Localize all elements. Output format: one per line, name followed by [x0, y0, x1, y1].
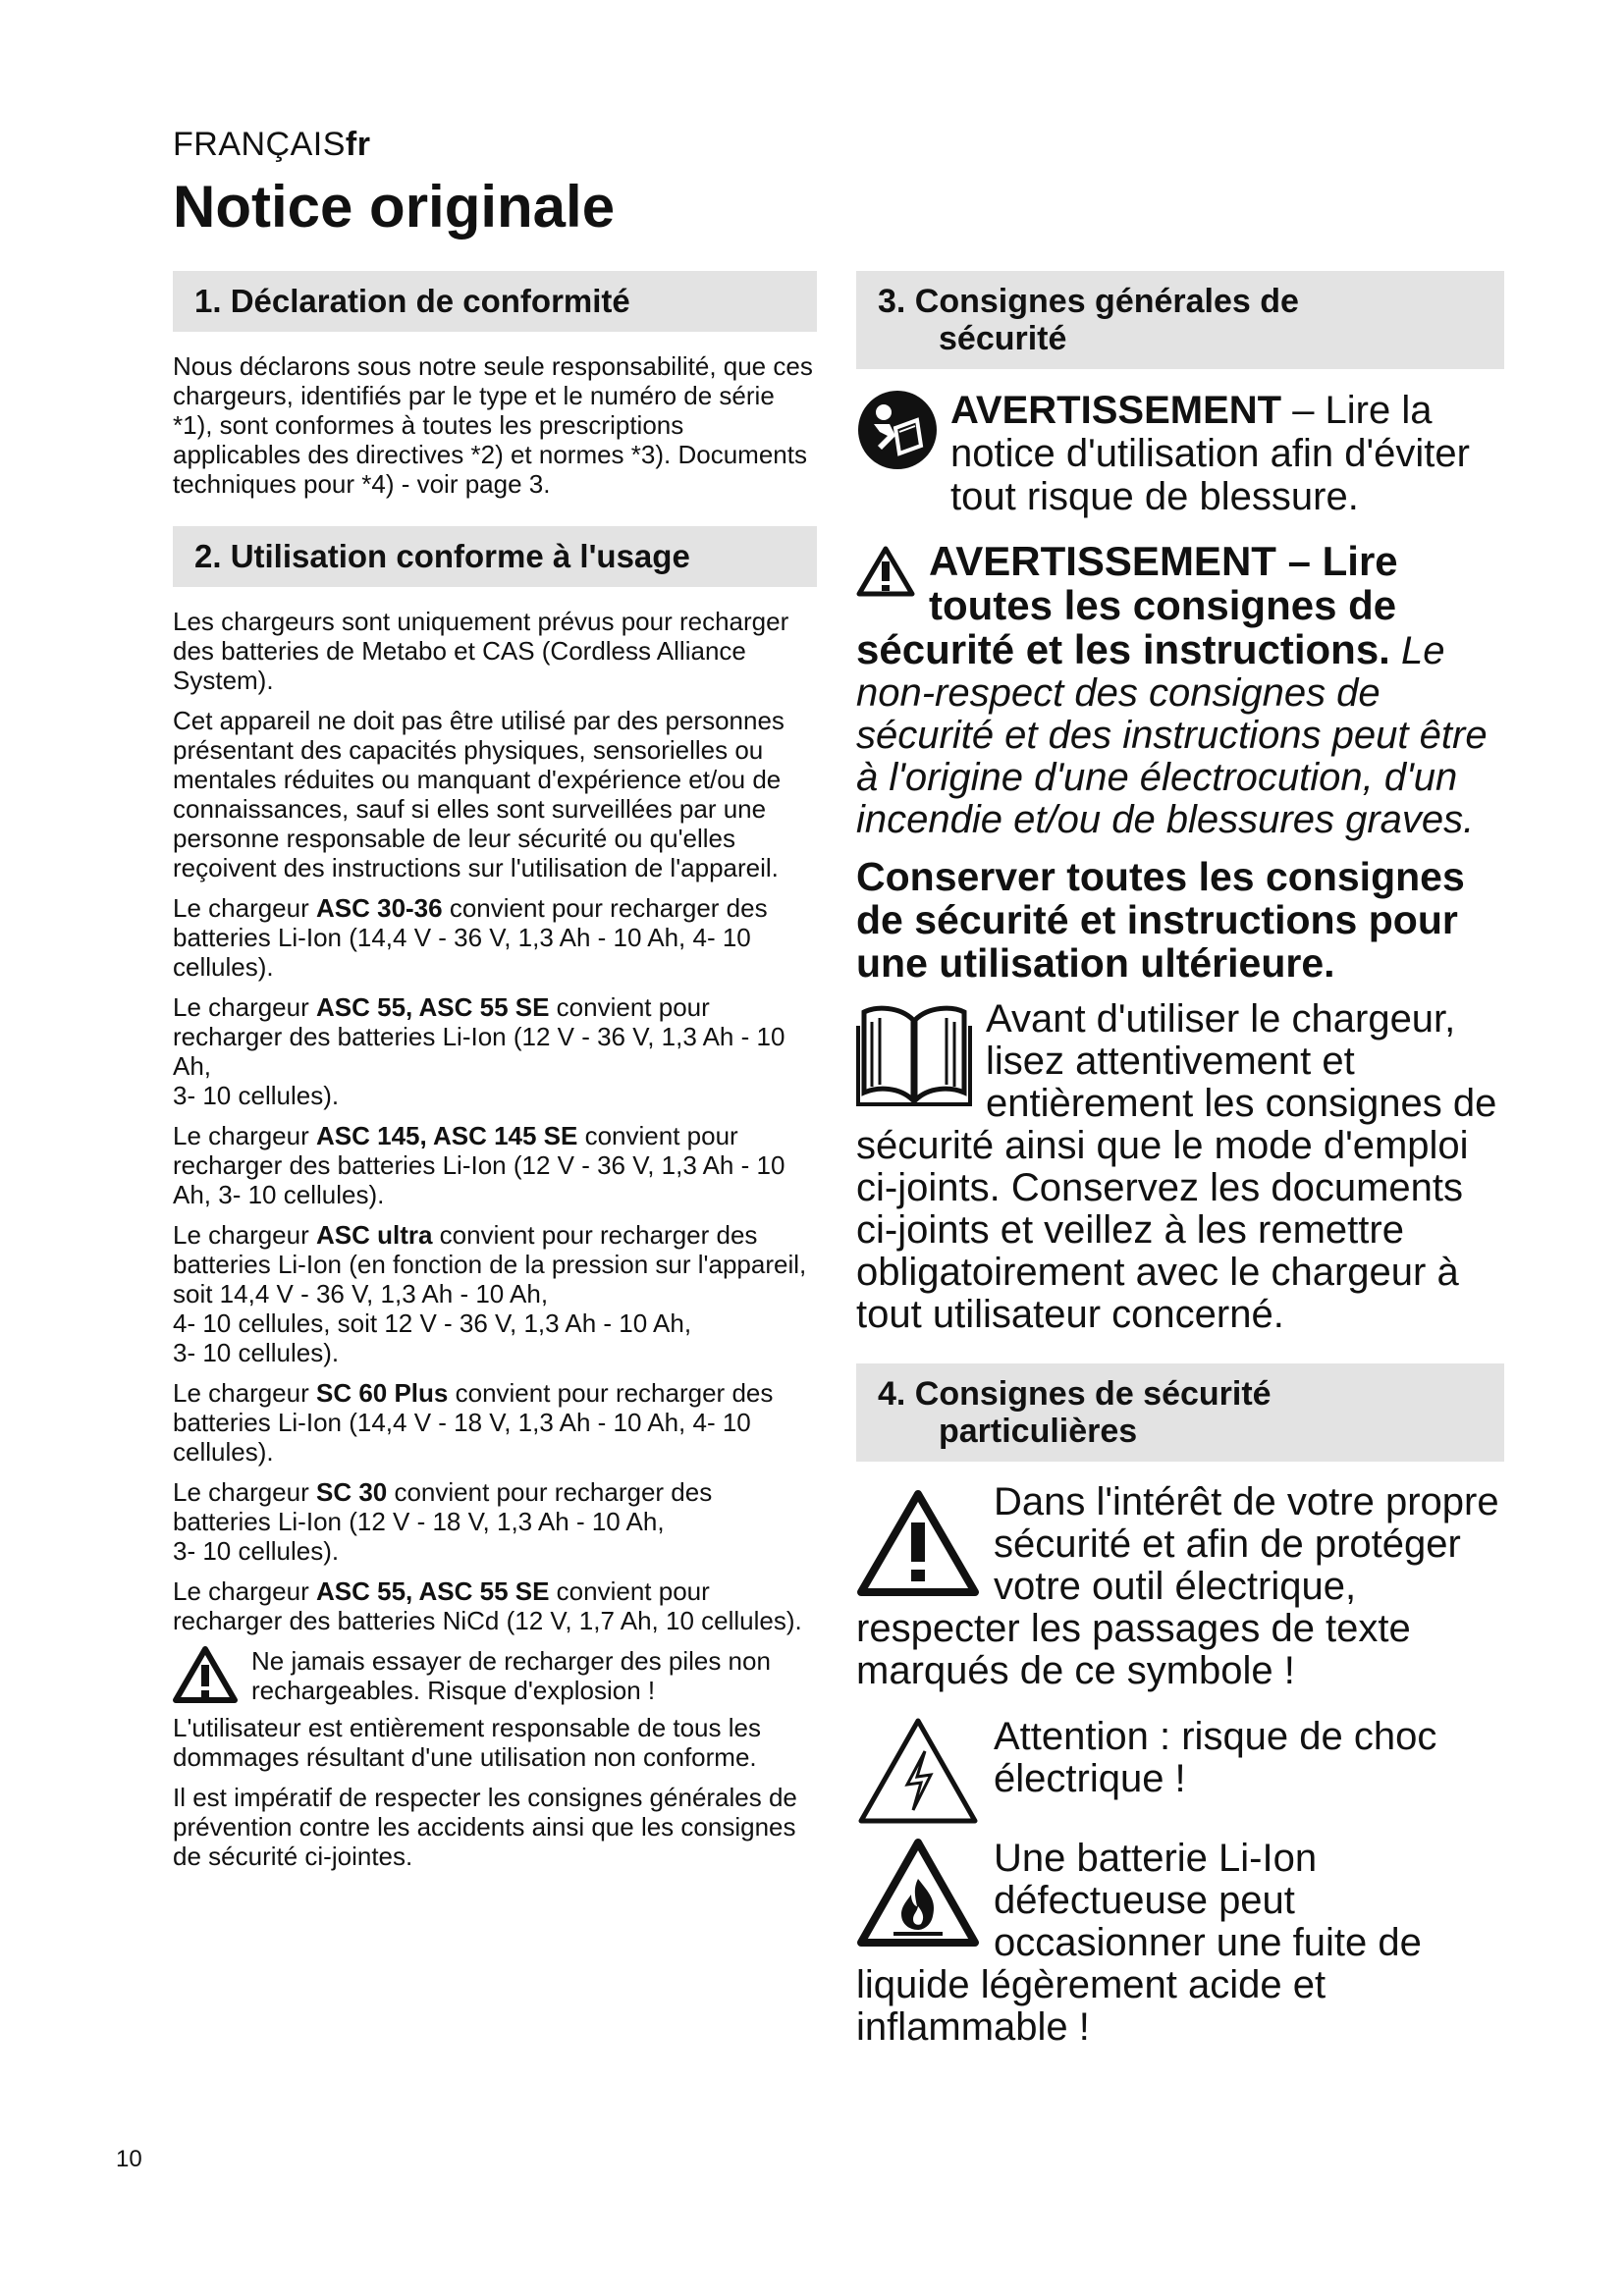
section-4-title-line-2: particulières [939, 1413, 1138, 1450]
general-safety-warning-bold: AVERTISSEMENT – Lire toutes les consignes de sécurité et les instructions. [856, 538, 1398, 672]
warning-triangle-icon [856, 1489, 980, 1597]
read-manual-warning [856, 389, 1504, 518]
charger-asc55-liion: Le chargeur ASC 55, ASC 55 SE convient pour recharger des batteries Li-Ion (12 V - 36 V, 1,3 Ah - 10 Ah, 3- 10 cellules). [173, 992, 785, 1110]
read-manual-book-notice [856, 998, 1504, 1336]
language-name: FRANÇAIS [173, 126, 346, 163]
electric-shock-icon [856, 1716, 980, 1826]
charger-asc-ultra: Le chargeur ASC ultra convient pour recharger des batteries Li-Ion (en fonction de la pression sur l'appareil, soit 14,4 V - 36 V, 1,3 Ah - 10 Ah, 4- 10 cellules, soit 12 V - 36 V, 1,3 Ah - 10 Ah, 3- 10 cellules). [173, 1220, 807, 1367]
language-code: fr [345, 126, 371, 163]
read-manual-icon [856, 389, 939, 471]
charger-sc30: Le chargeur SC 30 convient pour recharger des batteries Li-Ion (12 V - 18 V, 1,3 Ah - 10 Ah, 3- 10 cellules). [173, 1477, 713, 1566]
attention-symbol-notice [856, 1481, 1504, 1692]
section-3-title-line-1: 3. Consignes générales de [878, 283, 1299, 320]
electric-shock-warning [856, 1716, 1504, 1800]
page-number: 10 [116, 2146, 142, 2172]
general-safety-warning-italic: Le non-respect des consignes de sécurité et des instructions peut être à l'origine d'une électrocution, d'un incendie et/ou de blessures graves. [856, 629, 1488, 841]
charger-asc30-36: Le chargeur ASC 30-36 convient pour recharger des batteries Li-Ion (14,4 V - 36 V, 1,3 Ah - 10 Ah, 4- 10 cellules). [173, 893, 768, 982]
read-manual-text: AVERTISSEMENT – Lire la notice d'utilisation afin d'éviter tout risque de blessure. [950, 389, 1470, 518]
usage-paragraph-2: Cet appareil ne doit pas être utilisé par des personnes présentant des capacités physiques, sensorielles ou mentales réduites ou manquant d'expérience et/ou de connaissances, sauf si elles sont surveillées par une personne responsable de leur sécurité ou qu'elles reçoivent des instructions sur l'utilisation de l'appareil. [173, 706, 785, 882]
right-column [856, 271, 1504, 2049]
section-4-title-line-1: 4. Consignes de sécurité [878, 1375, 1272, 1413]
section-4-heading [856, 1363, 1504, 1462]
section-1-heading: 1. Déclaration de conformité [173, 271, 817, 332]
battery-leak-text: Une batterie Li-Ion défectueuse peut occasionner une fuite de liquide légèrement acide et inflammable ! [856, 1837, 1422, 2049]
book-notice-text: Avant d'utiliser le chargeur, lisez attentivement et entièrement les consignes de sécurité ainsi que le mode d'emploi ci-joints. Conservez les documents ci-joints et veillez à les remettre obligatoirement avec le chargeur à tout utilisateur concerné. [856, 997, 1497, 1336]
electric-shock-text: Attention : risque de choc électrique ! [994, 1715, 1437, 1800]
explosion-warning-text: Ne jamais essayer de recharger des piles non rechargeables. Risque d'explosion ! [251, 1646, 771, 1705]
section-3-title-line-2: sécurité [939, 320, 1067, 357]
attention-symbol-text: Dans l'intérêt de votre propre sécurité et afin de protéger votre outil électrique, respecter les passages de texte marqués de ce symbole ! [856, 1480, 1499, 1692]
section-3-heading [856, 271, 1504, 369]
responsibility-text: L'utilisateur est entièrement responsable de tous les dommages résultant d'une utilisation non conforme. [173, 1713, 761, 1772]
conformity-text: Nous déclarons sous notre seule responsabilité, que ces chargeurs, identifiés par le type et le numéro de série *1), sont conformes à toutes les prescriptions applicables des directives *2) et normes *3). Documents techniques pour *4) - voir page 3. [173, 351, 813, 499]
language-label [173, 126, 370, 164]
usage-paragraph-1: Les chargeurs sont uniquement prévus pour recharger des batteries de Metabo et CAS (Cordless Alliance System). [173, 607, 789, 695]
explosion-warning [173, 1646, 817, 1705]
general-safety-warning [856, 540, 1504, 841]
section-2-heading: 2. Utilisation conforme à l'usage [173, 526, 817, 587]
charger-sc60-plus: Le chargeur SC 60 Plus convient pour recharger des batteries Li-Ion (14,4 V - 18 V, 1,3 Ah - 10 Ah, 4- 10 cellules). [173, 1378, 774, 1467]
flammable-icon [856, 1838, 980, 1948]
page-title: Notice originale [173, 174, 616, 240]
charger-asc145: Le chargeur ASC 145, ASC 145 SE convient pour recharger des batteries Li-Ion (12 V - 36 V, 1,3 Ah - 10 Ah, 3- 10 cellules). [173, 1121, 785, 1209]
keep-instructions-text: Conserver toutes les consignes de sécurité et instructions pour une utilisation ultérieure. [856, 854, 1465, 986]
warning-triangle-icon [856, 546, 915, 597]
accident-prevention-text: Il est impératif de respecter les consignes générales de prévention contre les accidents ainsi que les consignes de sécurité ci-jointes. [173, 1783, 797, 1871]
warning-triangle-icon [173, 1646, 238, 1703]
battery-leak-warning [856, 1838, 1504, 2049]
open-book-icon [856, 1002, 972, 1112]
charger-asc55-nicd: Le chargeur ASC 55, ASC 55 SE convient pour recharger des batteries NiCd (12 V, 1,7 Ah, 10 cellules). [173, 1576, 802, 1635]
left-column [173, 271, 817, 1882]
